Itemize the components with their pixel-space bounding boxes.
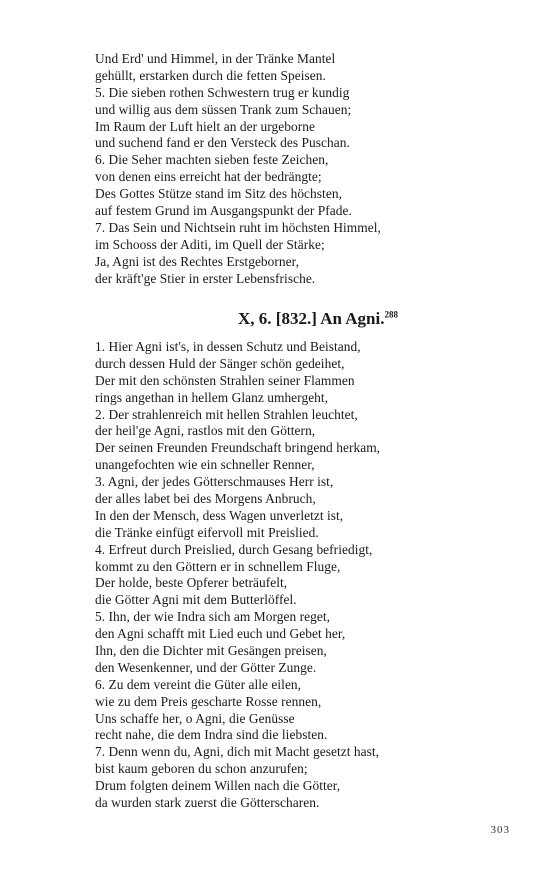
- verse-line: Der mit den schönsten Strahlen seiner Flammen: [95, 372, 355, 388]
- verse-line: im Schooss der Aditi, im Quell der Stärke;: [95, 236, 325, 252]
- verse-line: den Agni schafft mit Lied euch und Gebet her,: [95, 626, 346, 642]
- verse-line: da wurden stark zuerst die Götterscharen.: [95, 795, 320, 811]
- previous-hymn-continuation: [95, 51, 495, 287]
- verse-line: durch dessen Huld der Sänger schön gedeihet,: [95, 355, 345, 371]
- verse-line: 6. Die Seher machten sieben feste Zeichen,: [95, 152, 329, 168]
- verse-line: 1. Hier Agni ist's, in dessen Schutz und Beistand,: [95, 339, 361, 354]
- verse-line: gehüllt, erstarken durch die fetten Speisen.: [95, 67, 326, 83]
- verse-line: 3. Agni, der jedes Götterschmauses Herr ist,: [95, 474, 334, 490]
- page-number: 303: [490, 824, 510, 836]
- verse-line: Der seinen Freunden Freundschaft bringend herkam,: [95, 440, 381, 456]
- verse-line: von denen eins erreicht hat der bedrängte;: [95, 169, 322, 185]
- verse-line: Und Erd' und Himmel, in der Tränke Mantel: [95, 51, 336, 66]
- verse-line: 7. Das Sein und Nichtsein ruht im höchsten Himmel,: [95, 219, 381, 235]
- verse-line: den Wesenkenner, und der Götter Zunge.: [95, 659, 317, 675]
- verse-line: Der holde, beste Opferer beträufelt,: [95, 575, 288, 591]
- hymn-body: [95, 339, 495, 812]
- verse-line: bist kaum geboren du schon anzurufen;: [95, 761, 308, 777]
- verse-line: In den der Mensch, dess Wagen unverletzt ist,: [95, 507, 344, 523]
- verse-line: und suchend fand er den Versteck des Puschan.: [95, 135, 350, 151]
- hymn-heading: [95, 309, 495, 329]
- verse-line: die Tränke einfügt eifervoll mit Preislied.: [95, 524, 319, 540]
- verse-line: 5. Die sieben rothen Schwestern trug er kundig: [95, 84, 350, 100]
- verse-line: recht nahe, die dem Indra sind die liebsten.: [95, 727, 328, 743]
- verse-line: Drum folgten deinem Willen nach die Götter,: [95, 778, 341, 794]
- verse-line: der heil'ge Agni, rastlos mit den Göttern,: [95, 423, 316, 439]
- footnote-reference[interactable]: 288: [384, 309, 398, 320]
- verse-line: die Götter Agni mit dem Butterlöffel.: [95, 592, 297, 608]
- verse-line: auf festem Grund im Ausgangspunkt der Pfade.: [95, 203, 352, 219]
- verse-line: 7. Denn wenn du, Agni, dich mit Macht gesetzt hast,: [95, 744, 380, 760]
- verse-line: der kräft'ge Stier in erster Lebensfrische.: [95, 270, 316, 286]
- verse-line: Ja, Agni ist des Rechtes Erstgeborner,: [95, 253, 300, 269]
- verse-line: und willig aus dem süssen Trank zum Schauen;: [95, 101, 352, 117]
- verse-line: Ihn, den die Dichter mit Gesängen preisen,: [95, 643, 327, 659]
- verse-line: rings angethan in hellem Glanz umhergeht,: [95, 389, 329, 405]
- hymn-title: X, 6. [832.] An Agni.: [238, 309, 385, 328]
- verse-line: kommt zu den Göttern er in schnellem Fluge,: [95, 558, 341, 574]
- verse-line: Uns schaffe her, o Agni, die Genüsse: [95, 710, 295, 726]
- verse-line: 4. Erfreut durch Preislied, durch Gesang befriedigt,: [95, 541, 373, 557]
- verse-line: Im Raum der Luft hielt an der urgeborne: [95, 118, 315, 134]
- verse-line: Des Gottes Stütze stand im Sitz des höchsten,: [95, 186, 342, 202]
- verse-line: unangefochten wie ein schneller Renner,: [95, 457, 315, 473]
- verse-line: 6. Zu dem vereint die Güter alle eilen,: [95, 676, 302, 692]
- verse-line: 5. Ihn, der wie Indra sich am Morgen reget,: [95, 609, 331, 625]
- verse-line: wie zu dem Preis gescharte Rosse rennen,: [95, 693, 322, 709]
- verse-line: 2. Der strahlenreich mit hellen Strahlen leuchtet,: [95, 406, 358, 422]
- verse-line: der alles labet bei des Morgens Anbruch,: [95, 491, 316, 507]
